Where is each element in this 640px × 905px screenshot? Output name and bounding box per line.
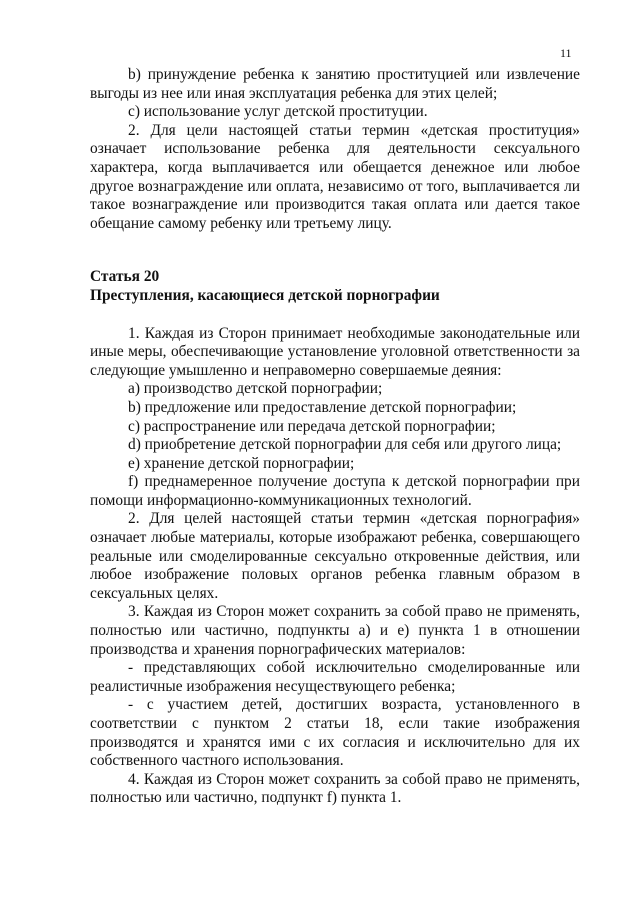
list-item: d) приобретение детской порнографии для себя или другого лица; [128, 436, 562, 454]
document-body [90, 66, 580, 808]
paragraph: 2. Для целей настоящей статьи термин «детская порнография» означает любые материалы, которые изображают ребенка, совершающего реальные или смоделированные сексуально откровенные действия, или любое изображение половых органов ребенка главным образом в сексуальных целях. [90, 510, 580, 602]
article-subtitle: Преступления, касающиеся детской порнографии [90, 286, 440, 304]
paragraph: 1. Каждая из Сторон принимает необходимые законодательные или иные меры, обеспечивающие установление уголовной ответственности за следующие умышленно и неправомерно совершаемые деяния: [90, 324, 580, 379]
list-item: a) производство детской порнографии; [128, 380, 383, 398]
list-item: b) предложение или предоставление детской порнографии; [128, 398, 517, 416]
list-item: e) хранение детской порнографии; [128, 454, 355, 472]
list-item: f) преднамеренное получение доступа к детской порнографии при помощи информационно-коммуникационных технологий. [90, 473, 580, 509]
list-item: - представляющих собой исключительно смоделированные или реалистичные изображения несуществующего ребенка; [90, 659, 580, 695]
paragraph: b) принуждение ребенка к занятию проституцией или извлечение выгоды из нее или иная эксплуатация ребенка для этих целей; [90, 66, 580, 102]
list-item: - с участием детей, достигших возраста, установленного в соответствии с пунктом 2 статьи 18, если такие изображения производятся и хранятся ими с их согласия и исключительно для их собственного частного использования. [90, 696, 580, 770]
paragraph: c) использование услуг детской проституции. [128, 103, 428, 121]
paragraph: 2. Для цели настоящей статьи термин «детская проституция» означает использование ребенка для деятельности сексуального характера, когда выплачивается или обещается денежное или любое другое вознаграждение или оплата, независимо от того, выплачивается ли такое вознаграждение или производится такая оплата или дается такое обещание самому ребенку или третьему лицу. [90, 121, 580, 232]
paragraph: 4. Каждая из Сторон может сохранить за собой право не применять, полностью или частично, подпункт f) пункта 1. [90, 770, 580, 807]
paragraph: 3. Каждая из Сторон может сохранить за собой право не применять, полностью или частично, подпункты a) и e) пункта 1 в отношении производства и хранения порнографических материалов: [90, 603, 580, 658]
page-number: 11 [560, 46, 572, 60]
article-title: Статья 20 [90, 268, 160, 286]
list-item: c) распространение или передача детской порнографии; [128, 417, 496, 435]
